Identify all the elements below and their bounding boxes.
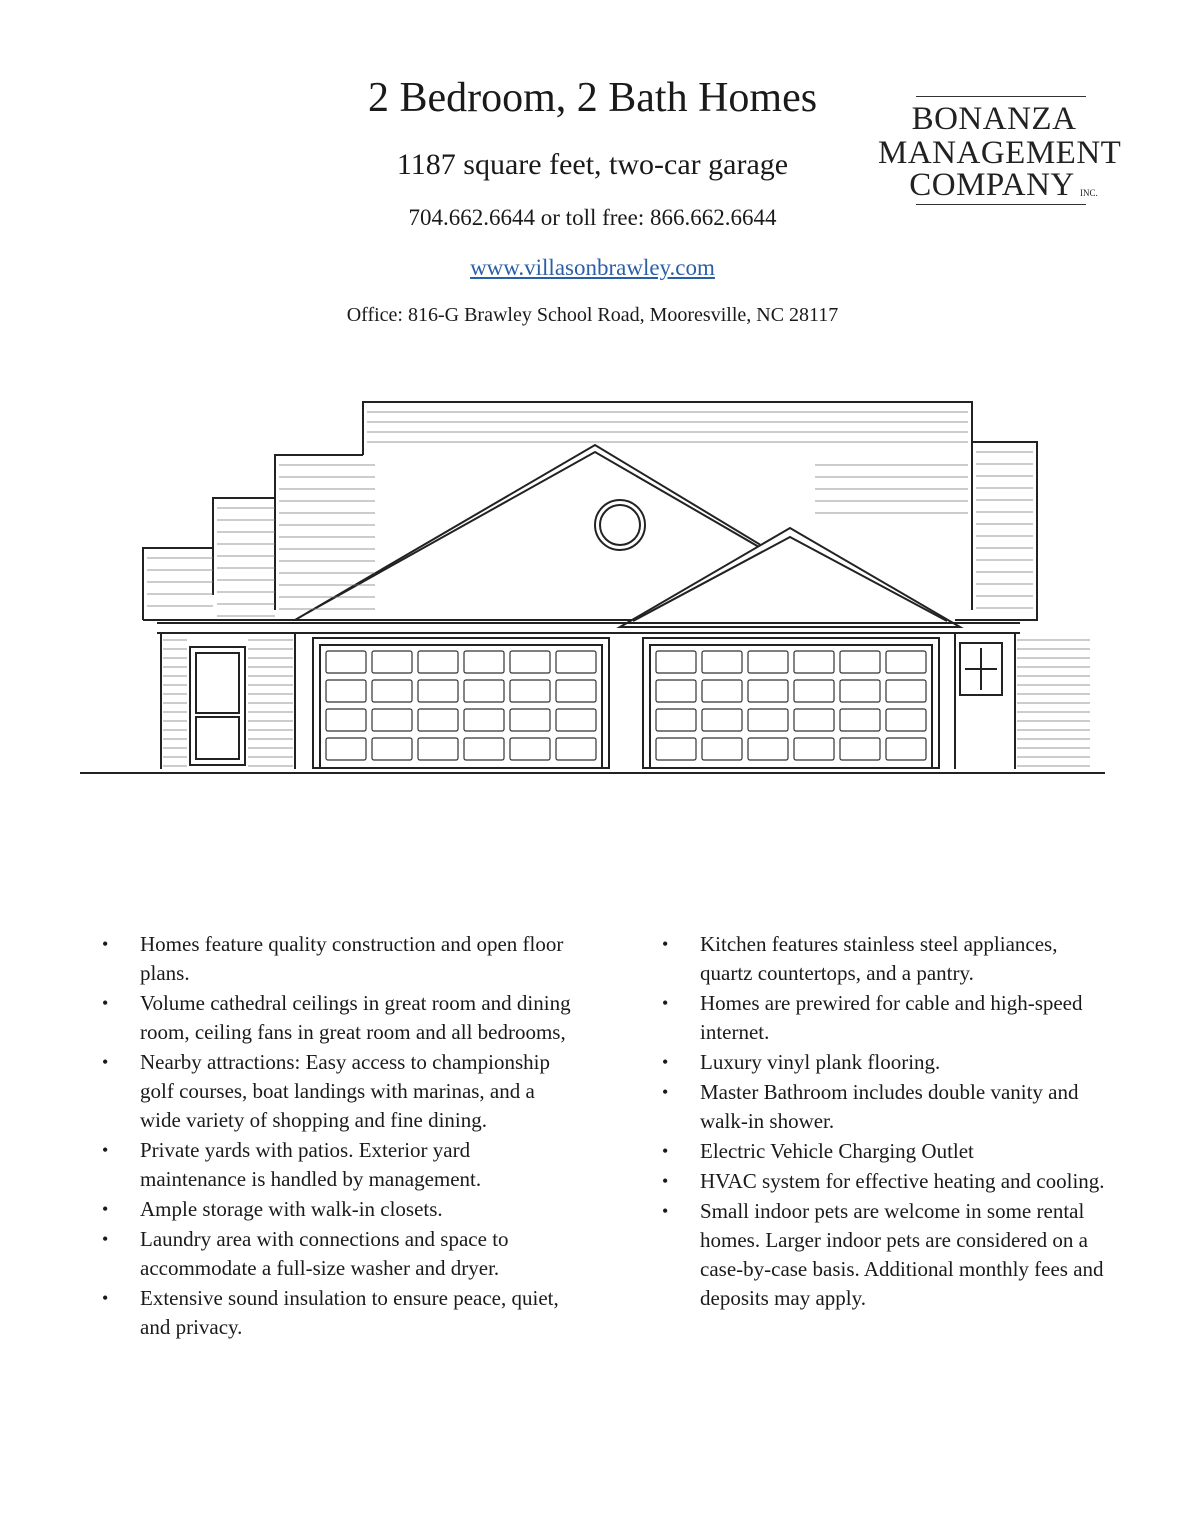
garage-panel (372, 651, 412, 673)
bullet-icon: • (102, 934, 109, 954)
logo-inc: INC. (1080, 188, 1098, 198)
garage-panel (510, 680, 550, 702)
bullet-icon: • (102, 993, 109, 1013)
garage-panel (510, 709, 550, 731)
logo-line-3: COMPANY (909, 167, 1075, 203)
garage-panel (556, 651, 596, 673)
list-item (100, 930, 575, 988)
garage-panel (556, 738, 596, 760)
list-item (660, 1078, 1110, 1136)
garage-panel (418, 738, 458, 760)
garage-panel (510, 738, 550, 760)
garage-panel (748, 709, 788, 731)
garage-panel (418, 680, 458, 702)
bullet-icon: • (102, 1140, 109, 1160)
garage-panel (794, 709, 834, 731)
garage-panel (840, 651, 880, 673)
garage-panel (418, 651, 458, 673)
garage-panel (840, 709, 880, 731)
garage-panel (886, 680, 926, 702)
logo-rule-top (916, 96, 1086, 97)
feature-text: Ample storage with walk-in closets. (140, 1197, 443, 1221)
garage-panel (326, 651, 366, 673)
office-address: Office: 816-G Brawley School Road, Mooresville, NC 28117 (346, 304, 839, 326)
garage-panel (464, 738, 504, 760)
logo-rule-bottom (916, 204, 1086, 205)
feature-text: Volume cathedral ceilings in great room and dining room, ceiling fans in great room and all bedrooms, (140, 991, 571, 1044)
feature-text: HVAC system for effective heating and cooling. (700, 1169, 1105, 1193)
garage-panel (748, 651, 788, 673)
garage-panel (702, 709, 742, 731)
list-item (100, 1284, 575, 1342)
bullet-icon: • (662, 1082, 669, 1102)
garage-panel (748, 680, 788, 702)
list-item (100, 1195, 575, 1224)
bullet-icon: • (662, 1141, 669, 1161)
list-item (660, 930, 1110, 988)
garage-panel (326, 680, 366, 702)
list-item (100, 989, 575, 1047)
list-item (100, 1136, 575, 1194)
garage-panel (510, 651, 550, 673)
feature-text: Homes feature quality construction and open floor plans. (140, 932, 564, 985)
bullet-icon: • (102, 1052, 109, 1072)
garage-panel (464, 680, 504, 702)
list-item (660, 1048, 1110, 1077)
garage-panel (886, 651, 926, 673)
garage-panel (702, 738, 742, 760)
company-logo (878, 96, 1122, 211)
bullet-icon: • (662, 1171, 669, 1191)
feature-text: Extensive sound insulation to ensure peace, quiet, and privacy. (140, 1286, 559, 1339)
feature-text: Master Bathroom includes double vanity and walk-in shower. (700, 1080, 1079, 1133)
bullet-icon: • (102, 1229, 109, 1249)
feature-text: Luxury vinyl plank flooring. (700, 1050, 941, 1074)
bullet-icon: • (662, 993, 669, 1013)
garage-panel (794, 651, 834, 673)
feature-text: Nearby attractions: Easy access to championship golf courses, boat landings with marinas, and a wide variety of shopping and fine dining. (140, 1050, 550, 1132)
list-item (660, 1167, 1110, 1196)
garage-panel (748, 738, 788, 760)
bullet-icon: • (102, 1199, 109, 1219)
garage-panel (656, 709, 696, 731)
feature-text: Kitchen features stainless steel appliances, quartz countertops, and a pantry. (700, 932, 1058, 985)
feature-text: Electric Vehicle Charging Outlet (700, 1139, 974, 1163)
bullet-icon: • (662, 1201, 669, 1221)
list-item (660, 989, 1110, 1047)
garage-panel (656, 651, 696, 673)
features-right-column (660, 930, 1110, 1314)
garage-panel (886, 709, 926, 731)
garage-panel (794, 738, 834, 760)
garage-panel (464, 709, 504, 731)
features-list-left (100, 930, 575, 1342)
garage-panel (556, 680, 596, 702)
house-elevation-drawing (75, 395, 1110, 785)
garage-panel (656, 738, 696, 760)
garage-panel (556, 709, 596, 731)
garage-panel (840, 680, 880, 702)
logo-line-1: BONANZA (911, 101, 1077, 137)
garage-panel (372, 709, 412, 731)
garage-panel (702, 651, 742, 673)
garage-panel (326, 738, 366, 760)
bullet-icon: • (102, 1288, 109, 1308)
garage-panel (702, 680, 742, 702)
logo-line-2: MANAGEMENT (878, 135, 1122, 171)
list-item (660, 1197, 1110, 1313)
features-left-column (100, 930, 575, 1343)
garage-panel (326, 709, 366, 731)
bullet-icon: • (662, 1052, 669, 1072)
garage-panel (372, 680, 412, 702)
website-link[interactable]: www.villasonbrawley.com (470, 255, 715, 280)
garage-panel (656, 680, 696, 702)
garage-panel (372, 738, 412, 760)
garage-panel (464, 651, 504, 673)
list-item (100, 1048, 575, 1135)
list-item (100, 1225, 575, 1283)
page-subtitle: 1187 square feet, two-car garage (396, 148, 789, 181)
garage-panel (418, 709, 458, 731)
feature-text: Small indoor pets are welcome in some rental homes. Larger indoor pets are considered on a case-by-case basis. Additional monthly fees and deposits may apply. (700, 1199, 1104, 1310)
feature-text: Homes are prewired for cable and high-speed internet. (700, 991, 1083, 1044)
feature-text: Private yards with patios. Exterior yard maintenance is handled by management. (140, 1138, 482, 1191)
features-list-right (660, 930, 1110, 1313)
garage-panel (794, 680, 834, 702)
garage-panel (840, 738, 880, 760)
feature-text: Laundry area with connections and space to accommodate a full-size washer and dryer. (140, 1227, 509, 1280)
phone-numbers: 704.662.6644 or toll free: 866.662.6644 (408, 205, 777, 230)
list-item (660, 1137, 1110, 1166)
bullet-icon: • (662, 934, 669, 954)
garage-panel (886, 738, 926, 760)
page-title: 2 Bedroom, 2 Bath Homes (367, 75, 818, 121)
